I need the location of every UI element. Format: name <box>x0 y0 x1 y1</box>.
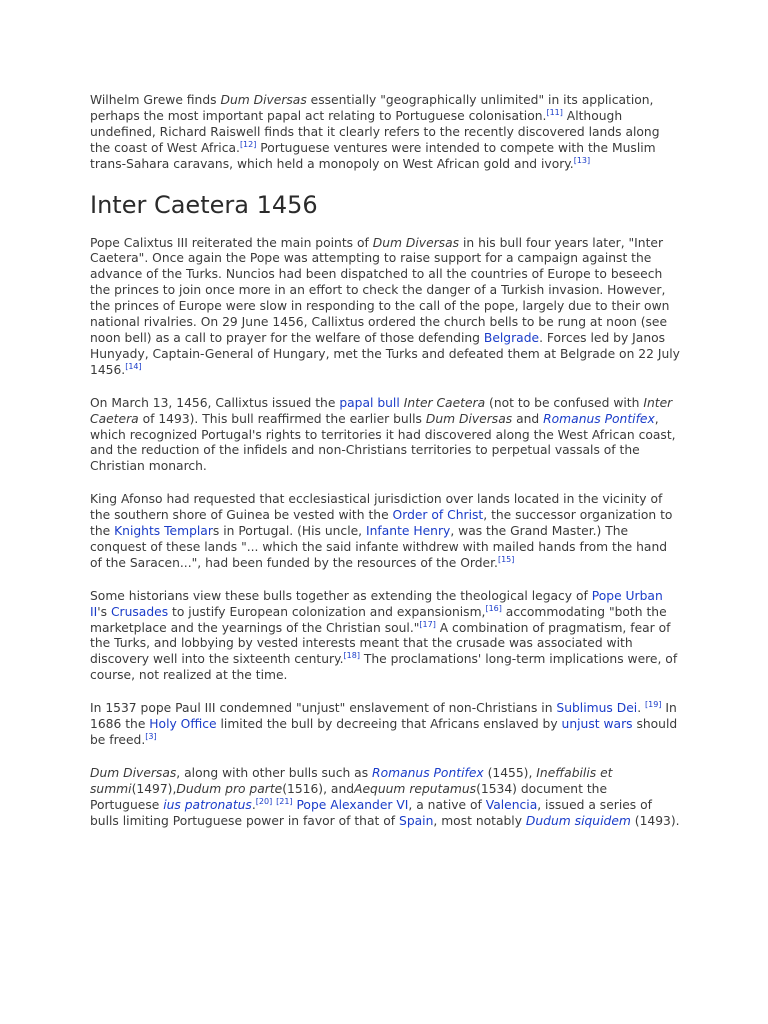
citation-ref[interactable]: [20] <box>255 796 273 806</box>
text-run: , was the Grand Master.) The conquest of these lands "... which the said infante withdrew with mailed hands from the hand of the Saracen...", had been funded by the resources of the Order. <box>90 524 668 570</box>
text-run: . <box>251 797 256 812</box>
article-link[interactable]: Sublimus Dei <box>556 701 638 716</box>
text-run: limited the bull by decreeing that Africans enslaved by <box>216 717 562 732</box>
text-run: Pope Calixtus III reiterated the main points of <box>90 235 373 250</box>
citation-ref[interactable]: [21] <box>276 796 293 806</box>
text-run: Although undefined, Richard Raiswell finds that it clearly refers to the recently discovered lands along the coast of West Africa. <box>90 108 660 155</box>
citation-ref[interactable]: [19] <box>645 700 662 710</box>
article-link[interactable]: Knights Templar <box>114 524 213 539</box>
text-run: (1493). <box>630 813 680 828</box>
text-run: , issued a series of bulls limiting Portuguese power in favor of that of <box>90 797 652 828</box>
text-run: , along with other bulls such as <box>176 765 373 780</box>
text-run: , the successor organization to the <box>90 508 673 539</box>
italic-text: Dum Diversas <box>425 411 513 426</box>
italic-text: Inter Caetera <box>90 395 673 426</box>
citation-ref[interactable]: [17] <box>419 619 436 629</box>
article-link[interactable]: Holy Office <box>149 717 217 732</box>
article-link[interactable]: Valencia <box>485 797 538 812</box>
article-link[interactable]: Dudum siquidem <box>525 813 631 828</box>
citation-ref[interactable]: [16] <box>485 603 502 613</box>
article-link[interactable]: Infante Henry <box>366 524 451 539</box>
text-run: , a native of <box>408 797 486 812</box>
citation-ref[interactable]: [14] <box>125 361 142 371</box>
text-run: King Afonso had requested that ecclesiastical jurisdiction over lands located in the vicinity of the southern shore of Guinea be vested with the <box>90 492 663 523</box>
italic-text: Dudum pro parte <box>176 781 283 796</box>
text-run: , which recognized Portugal's rights to territories it had discovered along the West African coast, and the reduction of the infidels and non-Christians territories to perpetual vassals of the Christian monarch. <box>90 411 676 474</box>
article-link[interactable]: Order of Christ <box>392 508 484 523</box>
text-run: and <box>512 411 544 426</box>
text-run: (1534) document the Portuguese <box>90 781 608 812</box>
paragraph <box>90 766 680 830</box>
article-link[interactable]: unjust wars <box>561 717 633 732</box>
italic-text: Dum Diversas <box>90 765 177 780</box>
text-run: The proclamations' long-term implications were, of course, not realized at the time. <box>90 652 678 683</box>
text-run: . <box>637 701 646 716</box>
article-link[interactable]: papal bull <box>339 395 400 410</box>
citation-ref[interactable]: [15] <box>497 554 515 564</box>
paragraph <box>90 701 680 749</box>
text-run: In 1686 the <box>90 701 677 732</box>
text-run: , most notably <box>433 813 526 828</box>
article-link[interactable]: Belgrade <box>483 330 540 345</box>
article-link[interactable]: Spain <box>399 813 434 828</box>
text-run: 's <box>97 604 111 619</box>
citation-ref[interactable]: [18] <box>343 651 360 661</box>
article-link[interactable]: Romanus Pontifex <box>543 411 655 426</box>
text-run: Wilhelm Grewe finds <box>90 93 221 107</box>
article-link[interactable]: Pope Urban II <box>90 588 663 619</box>
citation-ref[interactable]: [3] <box>145 731 157 741</box>
paragraph <box>90 492 680 572</box>
paragraph <box>90 236 680 379</box>
article-link[interactable]: Pope Alexander VI <box>296 797 409 812</box>
article-link[interactable]: Crusades <box>110 604 169 619</box>
article-link[interactable]: Romanus Pontifex <box>372 765 484 780</box>
text-run: to justify European colonization and expansionism, <box>168 604 486 619</box>
citation-ref[interactable]: [12] <box>239 139 257 149</box>
italic-text: Dum Diversas <box>220 93 307 107</box>
text-run: (1455), <box>483 765 537 780</box>
paragraph <box>90 396 680 476</box>
section-heading: Inter Caetera 1456 <box>90 190 318 219</box>
italic-text: Ineffabilis et summi <box>90 765 613 796</box>
citation-ref[interactable]: [11] <box>546 107 563 117</box>
text-run: accommodating "both the marketplace and the yearnings of the Christian soul." <box>90 604 667 635</box>
text-run: On March 13, 1456, Callixtus issued the <box>90 395 340 410</box>
text-run: in his bull four years later, "Inter Caetera". Once again the Pope was attempting to raise support for a campaign against the advance of the Turks. Nuncios had been dispatched to all the countries of Europe to beseech the princes to join once more in an effort to check the danger of a Turkish invasion. However, the princes of Europe were slow in responding to the call of the pope, largely due to their own national rivalries. On 29 June 1456, Callixtus ordered the church bells to be rung at noon (see noon bell) as a call to prayer for the welfare of those defending <box>90 235 670 345</box>
text-run: s in Portugal. (His uncle, <box>212 524 366 539</box>
text-run: essentially "geographically unlimited" in its application, perhaps the most important papal act relating to Portuguese colonisation. <box>90 93 654 123</box>
italic-text: Inter Caetera <box>403 395 486 410</box>
italic-text: Dum Diversas <box>372 235 460 250</box>
text-run: Some historians view these bulls together as extending the theological legacy of <box>90 588 592 603</box>
text-run: (1497), <box>131 781 177 796</box>
text-run: should be freed. <box>90 717 678 747</box>
citation-ref[interactable]: [13] <box>573 155 591 165</box>
paragraph <box>90 93 680 173</box>
text-run: Portuguese ventures were intended to compete with the Muslim trans-Sahara caravans, which held a monopoly on West African gold and ivory. <box>90 140 656 171</box>
italic-text: Aequum reputamus <box>354 781 477 796</box>
article-link[interactable]: ius patronatus <box>163 797 252 812</box>
text-run: A combination of pragmatism, fear of the Turks, and lobbying by vested interests meant that the crusade was associated with discovery well into the sixteenth century. <box>90 620 671 667</box>
text-run: (not to be confused with <box>485 395 644 410</box>
paragraph <box>90 589 680 684</box>
article-body <box>90 93 680 847</box>
text-run: of 1493). This bull reaffirmed the earlier bulls <box>138 411 426 426</box>
text-run: . Forces led by Janos Hunyady, Captain-General of Hungary, met the Turks and defeated them at Belgrade on 22 July 1456. <box>90 330 680 377</box>
text-run: In 1537 pope Paul III condemned "unjust" enslavement of non-Christians in <box>90 701 557 716</box>
text-run: (1516), and <box>282 781 355 796</box>
